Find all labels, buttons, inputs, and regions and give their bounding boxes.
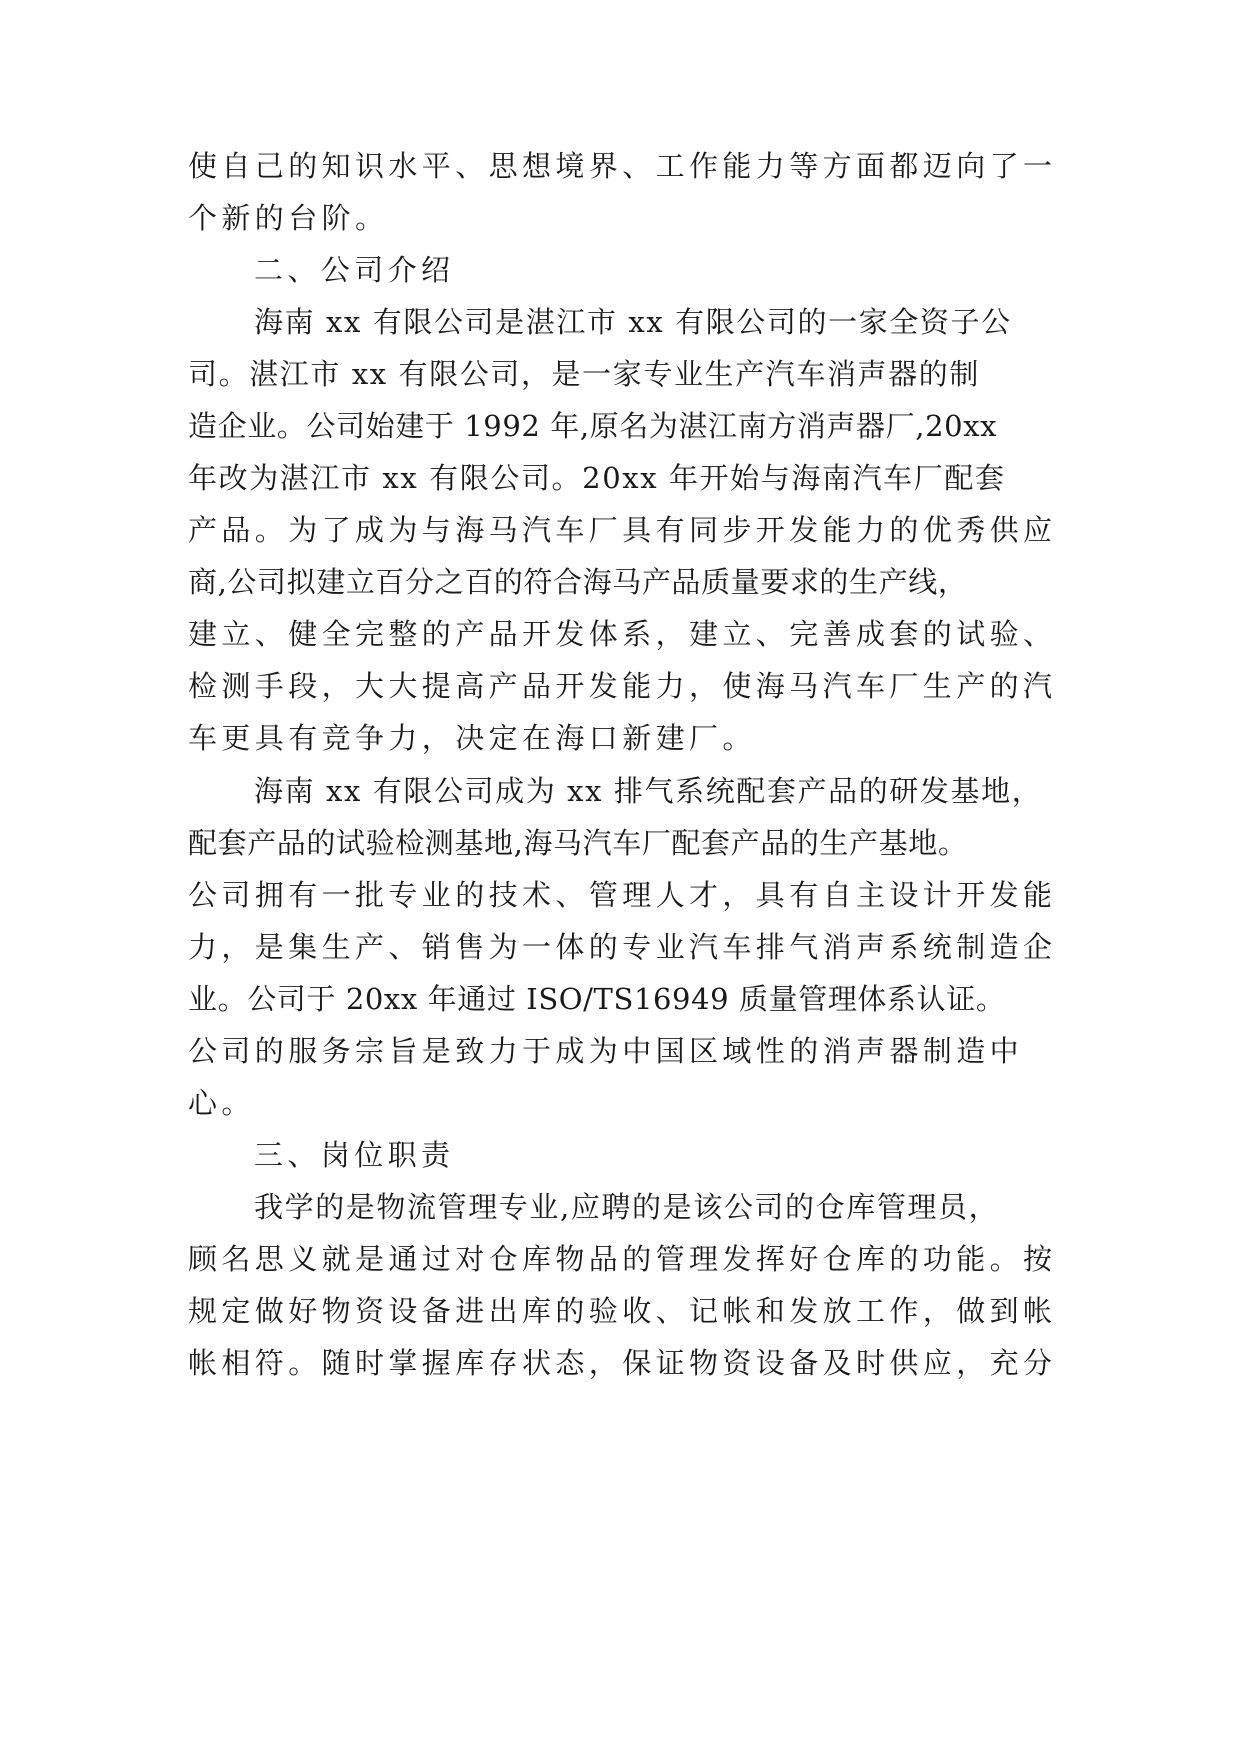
body-text-line: 心。 <box>188 1086 255 1120</box>
body-text-line: 产品。为了成为与海马汽车厂具有同步开发能力的优秀供应 <box>188 513 1057 547</box>
body-text-line: 力，是集生产、销售为一体的专业汽车排气消声系统制造企 <box>188 930 1057 964</box>
body-text-line: 司。湛江市 xx 有限公司，是一家专业生产汽车消声器的制 <box>188 357 980 391</box>
section-heading-company-intro: 二、公司介绍 <box>254 253 455 287</box>
body-text-line: 车更具有竞争力，决定在海口新建厂。 <box>188 721 756 755</box>
section-heading-job-duties: 三、岗位职责 <box>254 1138 455 1172</box>
body-text-line: 海南 xx 有限公司成为 xx 排气系统配套产品的研发基地， <box>254 774 1043 808</box>
body-text-line: 配套产品的试验检测基地,海马汽车厂配套产品的生产基地。 <box>188 826 968 860</box>
body-text-line: 公司的服务宗旨是致力于成为中国区域性的消声器制造中 <box>188 1034 1024 1068</box>
body-text-line: 建立、健全完整的产品开发体系，建立、完善成套的试验、 <box>188 617 1057 651</box>
body-text-line: 检测手段，大大提高产品开发能力，使海马汽车厂生产的汽 <box>188 669 1057 703</box>
body-text-line: 业。公司于 20xx 年通过 ISO/TS16949 质量管理体系认证。 <box>188 982 1006 1016</box>
body-text-line: 帐相符。随时掌握库存状态，保证物资设备及时供应，充分 <box>188 1346 1057 1380</box>
body-text-line: 我学的是物流管理专业,应聘的是该公司的仓库管理员， <box>254 1190 1000 1224</box>
body-text-line: 造企业。公司始建于 1992 年,原名为湛江南方消声器厂,20xx <box>188 409 998 443</box>
body-text-line: 公司拥有一批专业的技术、管理人才，具有自主设计开发能 <box>188 878 1057 912</box>
body-text-line: 海南 xx 有限公司是湛江市 xx 有限公司的一家全资子公 <box>254 305 1012 339</box>
body-text-line: 顾名思义就是通过对仓库物品的管理发挥好仓库的功能。按 <box>188 1242 1057 1276</box>
body-text-line: 年改为湛江市 xx 有限公司。20xx 年开始与海南汽车厂配套 <box>188 461 1006 495</box>
body-text-line: 个新的台阶。 <box>188 201 389 235</box>
body-text-line: 商,公司拟建立百分之百的符合海马产品质量要求的生产线， <box>188 565 968 599</box>
body-text-line: 规定做好物资设备进出库的验收、记帐和发放工作，做到帐 <box>188 1294 1057 1328</box>
body-text-line: 使自己的知识水平、思想境界、工作能力等方面都迈向了一 <box>188 149 1057 183</box>
